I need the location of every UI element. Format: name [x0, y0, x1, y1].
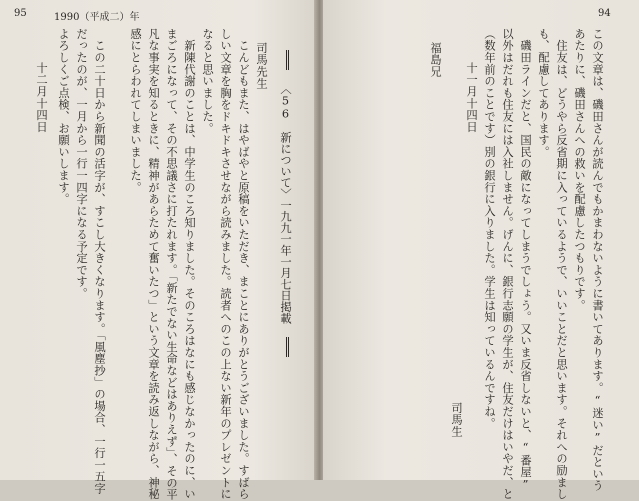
right-column-1: この文章は、磯田さんが読んでもかまわないように書いてあります。“迷い”だという [591, 28, 604, 492]
left-salutation: 司馬先生 [255, 42, 268, 90]
right-addressee: 福島兄 [429, 42, 442, 78]
left-column-7: 凡な事実を知るときに、精神があらためて奮いたつ」という文章を読み返しながら、神秘 [147, 28, 160, 500]
right-column-5: 磯田ラインだと、国民の敵になってしまうでしょう。又いま反省しないと、“番屋” [519, 28, 532, 492]
left-column-11: だったのが、一月から一行一四字になる予定です。 [75, 28, 88, 300]
left-column-12: よろしくご点検、お願いします。 [57, 28, 70, 205]
left-running-head: 1990（平成二）年 [54, 12, 140, 23]
left-date: 十二月十四日 [35, 62, 48, 133]
right-column-6: 以外はだれも住友には入社しません。げんに、銀行志願の学生が、住友だけはいやだ、と [501, 28, 514, 500]
left-column-8: 感にとらわれてしまいました。 [129, 28, 142, 194]
right-column-7: （数年前のことです）別の銀行に入りました。学生は知っているんですね。 [483, 28, 496, 430]
right-date: 十一月十四日 [465, 62, 478, 133]
section-heading [278, 50, 292, 470]
right-page-number: 94 [598, 8, 611, 19]
right-signature: 司馬生 [450, 402, 463, 438]
left-column-6: まごろになって、その不思議さに打たれます。「新たでない生命などはありえず」、その平 [165, 28, 178, 501]
left-column-10: この二十日から新聞の活字が、すこし大きくなります。「風塵抄」の場合、一行一五字 [93, 28, 106, 495]
left-column-3: しい文章を胸をドキドキさせながら読みました。読者へのこの上ない新年のプレゼントに [219, 28, 232, 500]
left-column-2: こんどもまた、はやばやと原稿をいただき、まことにありがとうございました。すばら [237, 28, 250, 500]
heading-rule [286, 50, 290, 70]
right-column-4: も、配慮してあります。 [537, 28, 550, 158]
left-column-5: 新陳代謝のことは、中学生のころ知りました。そのころはなにも感じなかったのに、い [183, 28, 196, 500]
heading-rule [286, 337, 290, 357]
right-column-2: あたりに、磯田さんへの救いを配慮したつもりです。 [573, 28, 586, 312]
right-column-3: 住友は、どうやら反省期に入っているようで、いいことだと思います。それへの励まし [555, 28, 568, 500]
left-page-number: 95 [14, 8, 27, 19]
heading-text: 〈56 新について〉一九九一年一月七日掲載 [279, 83, 292, 324]
left-column-4: なると思いました。 [201, 28, 214, 135]
